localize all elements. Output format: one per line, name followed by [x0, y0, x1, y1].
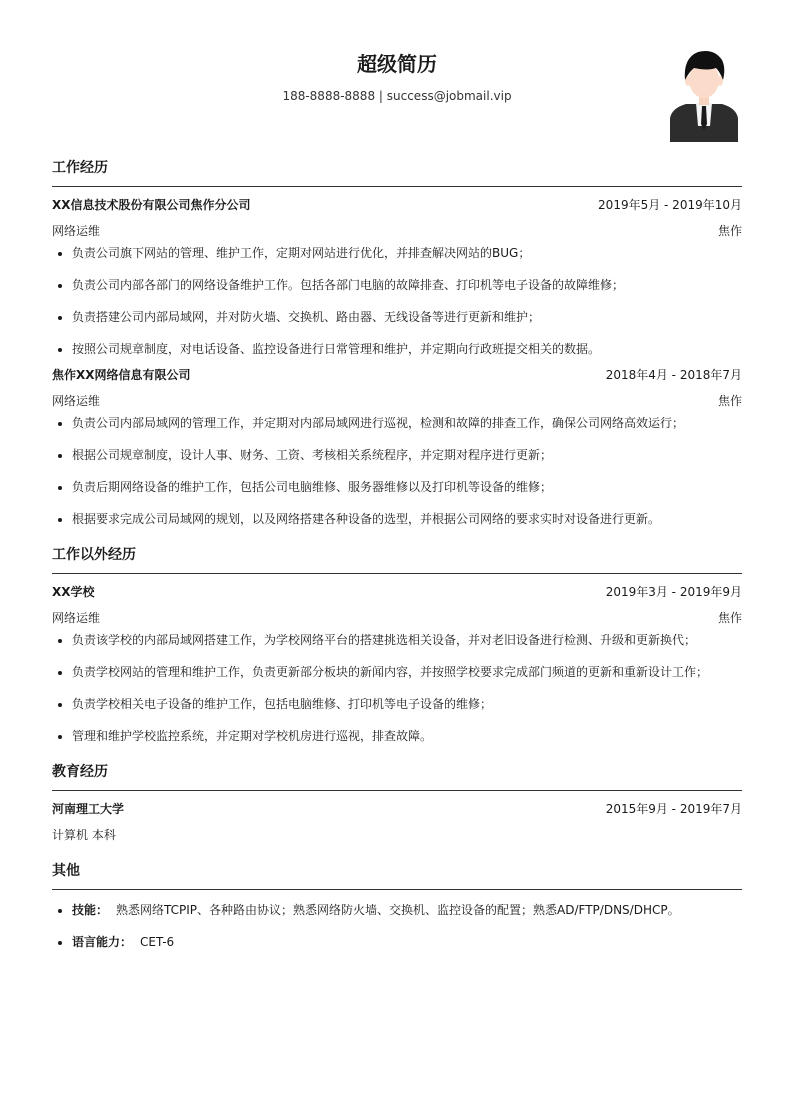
extra-section [52, 545, 742, 744]
major-degree: 计算机 本科 [52, 828, 116, 842]
section-title-other: 其他 [52, 861, 742, 890]
job-role: 网络运维 [52, 394, 101, 408]
skills-text: 熟悉网络TCPIP、各种路由协议；熟悉网络防火墙、交换机、监控设备的配置；熟悉AD/FTP/DNS/DHCP。 [116, 903, 680, 917]
section-title-work: 工作经历 [52, 158, 742, 187]
other-list [52, 902, 742, 950]
list-item: • 根据要求完成公司局域网的规划，以及网络搭建各种设备的选型，并根据公司网络的要求实时对设备进行更新。 [72, 511, 742, 527]
avatar [670, 46, 738, 142]
school-name: 河南理工大学 [52, 802, 125, 816]
section-title-extra: 工作以外经历 [52, 545, 742, 574]
list-item: • 按照公司规章制度，对电话设备、监控设备进行日常管理和维护，并定期向行政班提交相关的数据。 [72, 341, 742, 357]
entry-subheader [52, 827, 742, 843]
company-name: XX信息技术股份有限公司焦作分公司 [52, 198, 251, 212]
skills-label: 技能： [72, 903, 109, 917]
extra-entry [52, 584, 742, 744]
company-name: 焦作XX网络信息有限公司 [52, 368, 191, 382]
education-section [52, 762, 742, 843]
list-item: • 负责公司内部局域网的管理工作，并定期对内部局域网进行巡视，检测和故障的排查工作，确保公司网络高效运行； [72, 415, 742, 431]
date-range: 2019年3月 - 2019年9月 [605, 585, 742, 599]
candidate-name: 超级简历 [357, 52, 437, 76]
job-role: 网络运维 [52, 224, 101, 238]
entry-subheader [52, 610, 742, 626]
list-item: • 负责后期网络设备的维护工作，包括公司电脑维修、服务器维修以及打印机等设备的维修； [72, 479, 742, 495]
entry-subheader [52, 223, 742, 239]
entry-header [52, 367, 742, 383]
resume-header [52, 0, 742, 140]
duty-list [52, 415, 742, 527]
entry-header [52, 197, 742, 213]
job-city: 焦作 [717, 394, 742, 408]
date-range: 2019年5月 - 2019年10月 [598, 198, 742, 212]
list-item: • 负责该学校的内部局域网搭建工作，为学校网络平台的搭建挑选相关设备，并对老旧设备进行检测、升级和更新换代； [72, 632, 742, 648]
entry-header [52, 801, 742, 817]
date-range: 2018年4月 - 2018年7月 [605, 368, 742, 382]
work-section [52, 158, 742, 527]
work-entry [52, 197, 742, 357]
other-section [52, 861, 742, 950]
list-item: • 负责学校相关电子设备的维护工作，包括电脑维修、打印机等电子设备的维修； [72, 696, 742, 712]
list-item: • 负责搭建公司内部局域网，并对防火墙、交换机、路由器、无线设备等进行更新和维护； [72, 309, 742, 325]
contact-info: 188-8888-8888 | success@jobmail.vip [282, 89, 512, 103]
duty-list [52, 632, 742, 744]
entry-subheader [52, 393, 742, 409]
list-item: • 负责学校网站的管理和维护工作，负责更新部分板块的新闻内容，并按照学校要求完成部门频道的更新和重新设计工作； [72, 664, 742, 680]
work-entry [52, 367, 742, 527]
list-item: • 负责公司内部各部门的网络设备维护工作。包括各部门电脑的故障排查、打印机等电子设备的故障维修； [72, 277, 742, 293]
education-entry [52, 801, 742, 843]
job-city: 焦作 [717, 611, 742, 625]
list-item: • 负责公司旗下网站的管理、维护工作，定期对网站进行优化，并排查解决网站的BUG； [72, 245, 742, 261]
job-city: 焦作 [717, 224, 742, 238]
resume-page [52, 0, 742, 950]
list-item: • 根据公司规章制度，设计人事、财务、工资、考核相关系统程序，并定期对程序进行更新； [72, 447, 742, 463]
section-title-education: 教育经历 [52, 762, 742, 791]
job-role: 网络运维 [52, 611, 101, 625]
skills-item [72, 902, 742, 918]
language-item [72, 934, 742, 950]
language-text: CET-6 [140, 935, 175, 949]
entry-header [52, 584, 742, 600]
duty-list [52, 245, 742, 357]
language-label: 语言能力： [72, 935, 133, 949]
list-item: • 管理和维护学校监控系统，并定期对学校机房进行巡视，排查故障。 [72, 728, 742, 744]
date-range: 2015年9月 - 2019年7月 [605, 802, 742, 816]
org-name: XX学校 [52, 585, 95, 599]
